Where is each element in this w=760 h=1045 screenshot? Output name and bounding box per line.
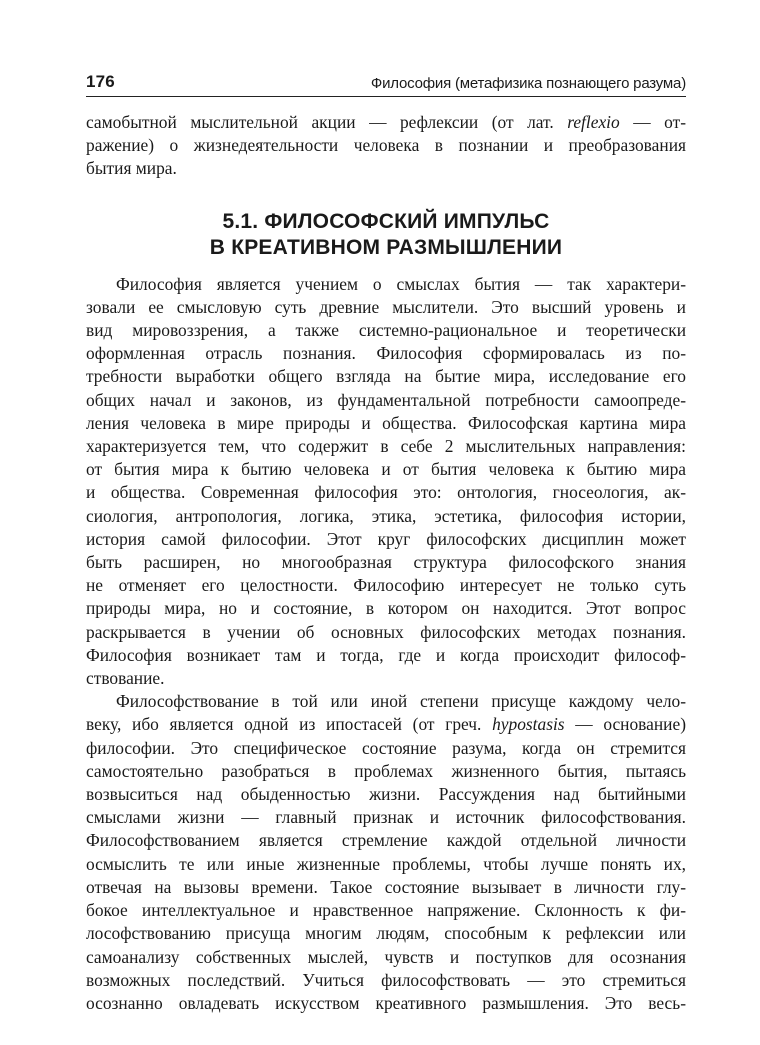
paragraph-line: самостоятельно разобраться в проблемах жизненного бытия, пытаясь [86, 760, 686, 781]
intro-line: самобытной мыслительной акции — рефлексии (от лат. reflexio — от- [86, 112, 686, 132]
paragraph-line: веку, ибо является одной из ипостасей (от греч. hypostasis — основание) [86, 714, 686, 735]
paragraph-line: самоанализу собственных мыслей, чувств и поступков для осознания [86, 946, 686, 967]
paragraph-line: вид мировоззрения, а также системно-рациональное и теоретически [86, 320, 686, 341]
paragraph-line: характеризуется тем, что содержит в себе 2 мыслительных направления: [86, 436, 686, 457]
paragraph-line: и общества. Современная философия это: онтология, гносеология, ак- [86, 482, 686, 503]
body-paragraph-1 [86, 273, 686, 691]
paragraph-line: ствование. [86, 668, 165, 689]
paragraph-line: ления человека в мире природы и общества. Философская картина мира [86, 412, 686, 433]
paragraph-line: философии. Это специфическое состояние разума, когда он стремится [86, 737, 686, 758]
latin-term: reflexio [567, 112, 620, 132]
paragraph-line: Философия является учением о смыслах бытия — так характери- [116, 273, 686, 294]
paragraph-line: раскрывается в учении об основных философских методах познания. [86, 621, 686, 642]
paragraph-line: Философствованием является стремление каждой отдельной личности [86, 830, 686, 851]
running-title: Философия (метафизика познающего разума) [370, 75, 686, 92]
intro-line: ражение) о жизнедеятельности человека в познании и преобразования [86, 135, 686, 156]
paragraph-line: бокое интеллектуальное и нравственное напряжение. Склонность к фи- [86, 900, 686, 921]
paragraph-line: не отменяет его целостности. Философию интересует не только суть [86, 575, 686, 596]
paragraph-line: Философствование в той или иной степени присуще каждому чело- [116, 691, 686, 712]
paragraph-line: требности выработки общего взгляда на бытие мира, исследование его [86, 366, 686, 387]
paragraph-line: Философия возникает там и тогда, где и когда происходит философ- [86, 644, 686, 665]
paragraph-line: осмыслить те или иные жизненные проблемы, чтобы лучше понять их, [86, 853, 686, 874]
intro-paragraph [86, 111, 686, 181]
paragraph-line: сиология, антропология, логика, этика, эстетика, философия истории, [86, 505, 686, 526]
paragraph-line: оформленная отрасль познания. Философия сформировалась из по- [86, 343, 686, 364]
intro-line: бытия мира. [86, 158, 177, 179]
paragraph-line: лософствованию присуща многим людям, способным к рефлексии или [86, 923, 686, 944]
section-heading-line: 5.1. ФИЛОСОФСКИЙ ИМПУЛЬС [222, 209, 550, 233]
paragraph-line: возможных последствий. Учиться философствовать — это стремиться [86, 969, 686, 990]
paragraph-line: смыслами жизни — главный признак и источник философствования. [86, 807, 686, 828]
paragraph-line: общих начал и законов, из фундаментальной потребности самоопреде- [86, 389, 686, 410]
paragraph-line: быть расширен, но многообразная структура философского знания [86, 552, 686, 573]
greek-term: hypostasis [492, 714, 565, 735]
paragraph-line: история самой философии. Этот круг философских дисциплин может [86, 528, 686, 549]
section-heading [86, 209, 686, 261]
paragraph-line: зовали ее смысловую суть древние мыслители. Это высший уровень и [86, 296, 686, 317]
running-header [86, 64, 686, 97]
paragraph-line: от бытия мира к бытию человека и от бытия человека к бытию мира [86, 459, 686, 480]
section-heading-line: В КРЕАТИВНОМ РАЗМЫШЛЕНИИ [209, 235, 563, 259]
paragraph-line: осознанно овладевать искусством креативного размышления. Это весь- [86, 992, 686, 1013]
paragraph-line: возвыситься над обыденностью жизни. Рассуждения над бытийными [86, 784, 686, 805]
page-number: 176 [86, 72, 115, 91]
body-paragraph-2 [86, 690, 686, 1015]
paragraph-line: отвечая на вызовы времени. Такое состояние вызывает в личности глу- [86, 876, 686, 897]
book-page [86, 64, 686, 1015]
paragraph-line: природы мира, но и состояние, в котором он находится. Этот вопрос [86, 598, 686, 619]
